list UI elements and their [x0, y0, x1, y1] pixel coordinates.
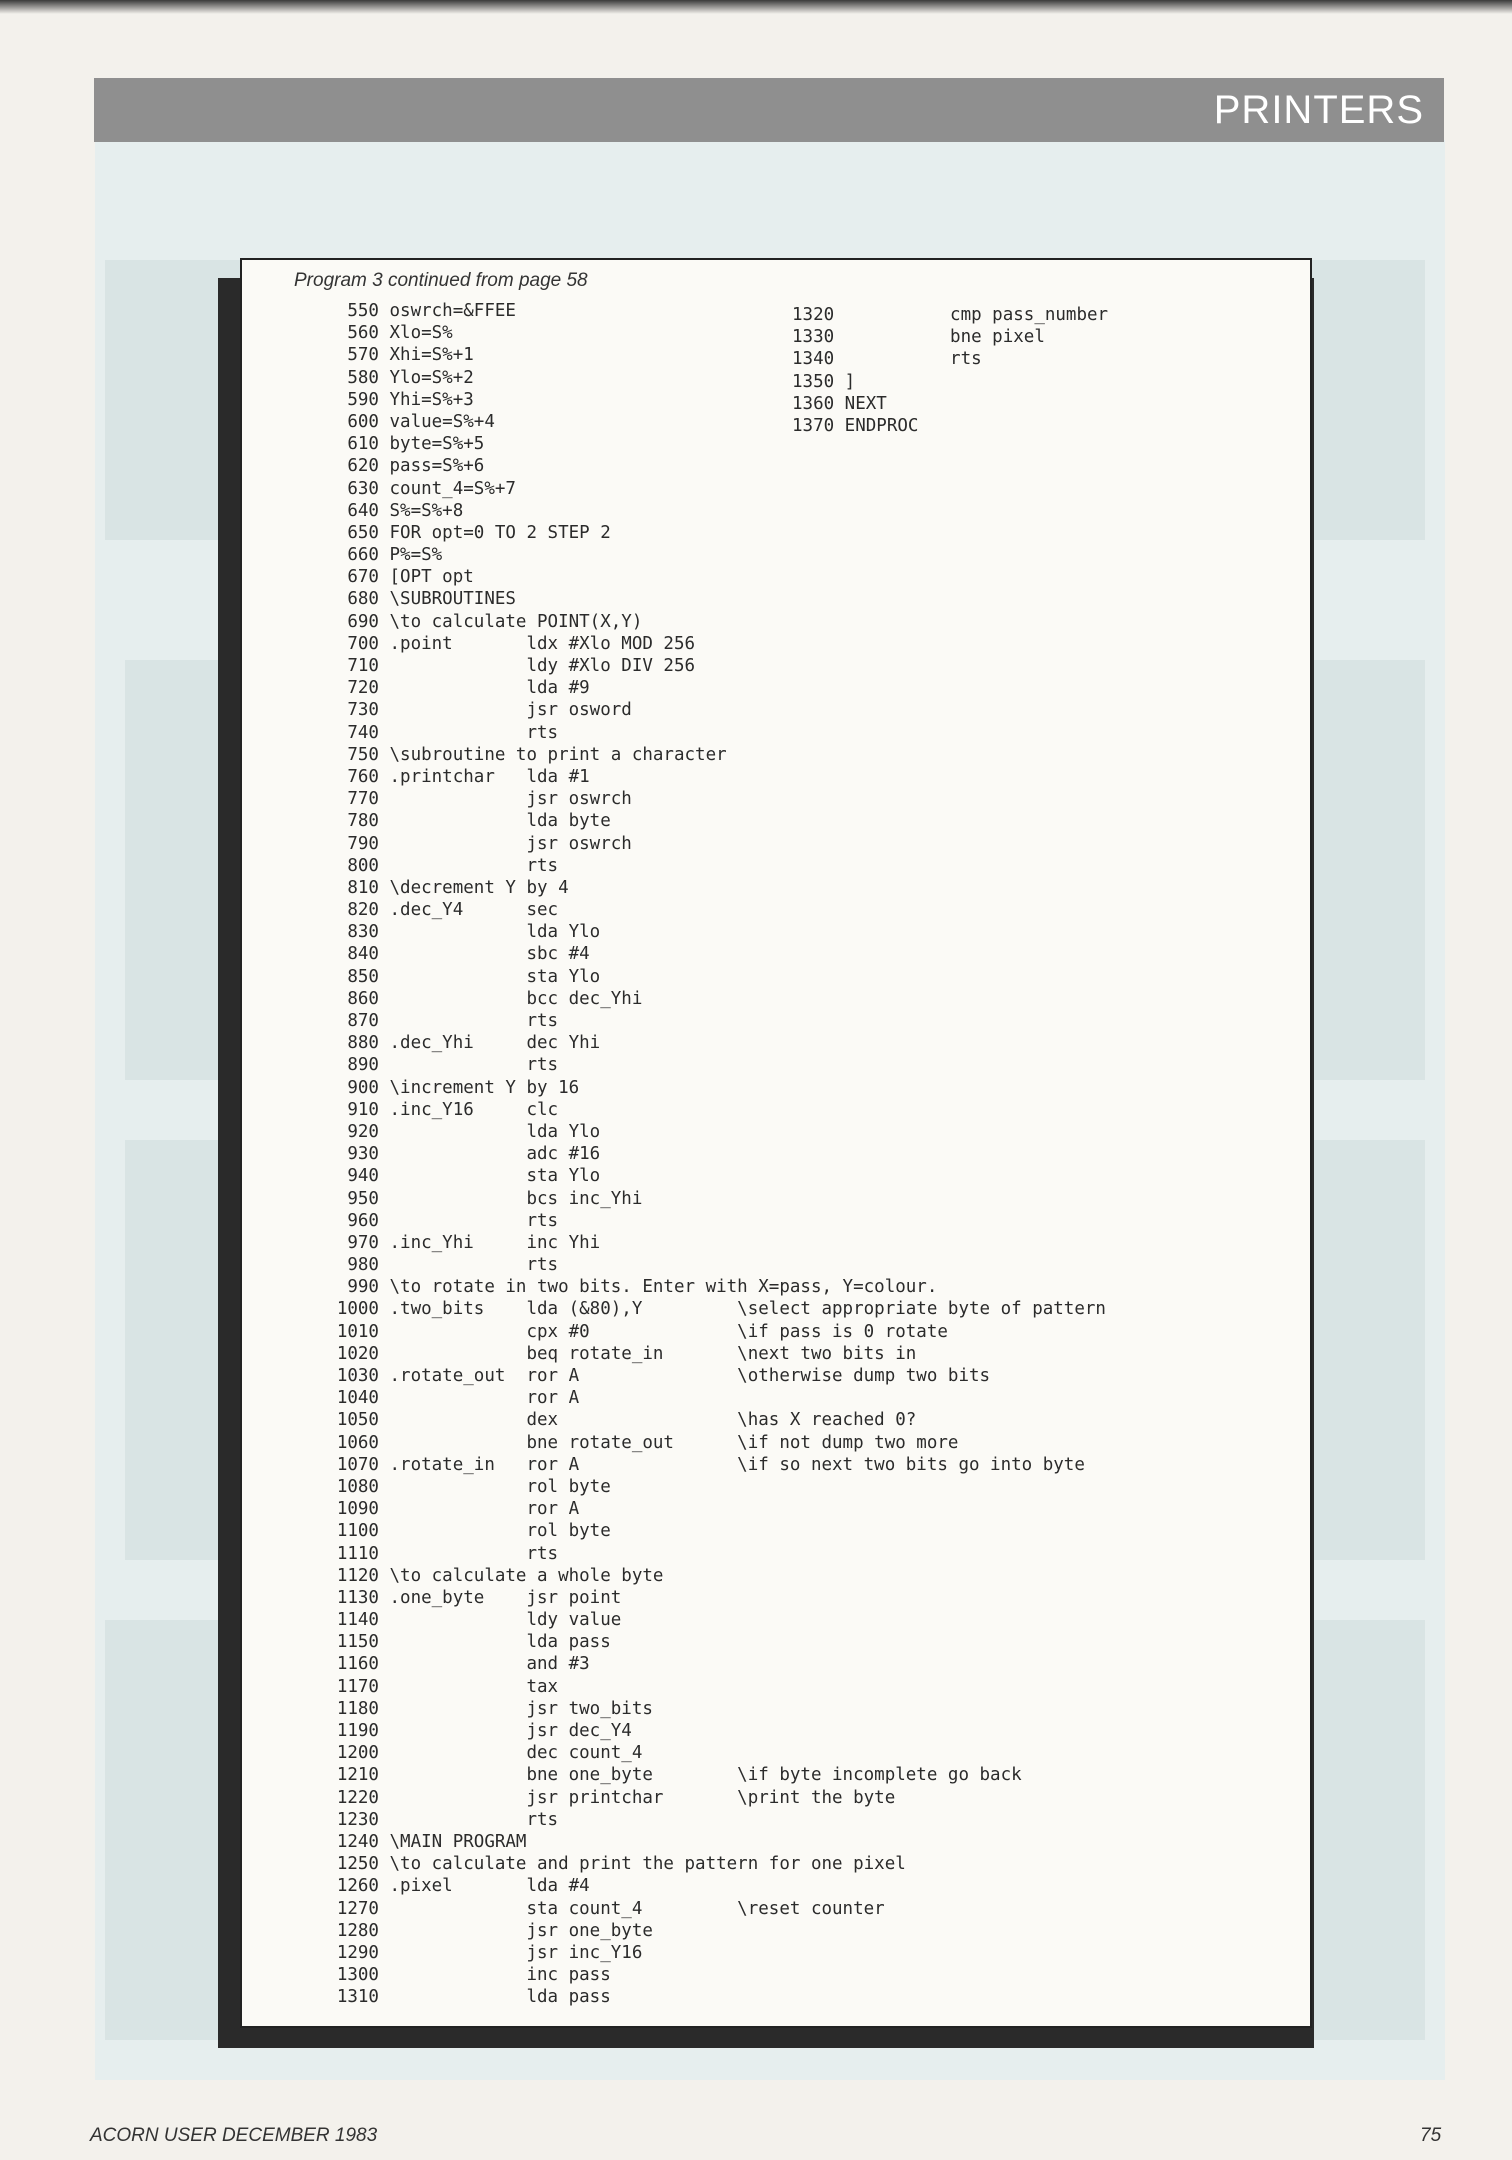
code-line: 1340 rts: [792, 349, 982, 370]
code-line: 1050 dex \has X reached 0?: [242, 1410, 917, 1431]
footer-publication: ACORN USER DECEMBER 1983: [90, 2125, 378, 2146]
code-line: 930 adc #16: [242, 1144, 601, 1165]
code-line: 1230 rts: [242, 1809, 559, 1830]
code-line: 1080 rol byte: [242, 1476, 611, 1497]
code-line: 970 .inc_Yhi inc Yhi: [242, 1232, 601, 1253]
code-line: 1020 beq rotate_in \next two bits in: [242, 1343, 917, 1364]
page-top-shadow: [0, 0, 1512, 14]
code-line: 740 rts: [242, 722, 559, 743]
code-line: 1040 ror A: [242, 1388, 580, 1409]
code-line: 860 bcc dec_Yhi: [242, 988, 643, 1009]
code-line: 700 .point ldx #Xlo MOD 256: [242, 633, 696, 654]
code-line: 690 \to calculate POINT(X,Y): [242, 611, 643, 632]
code-line: 750 \subroutine to print a character: [242, 744, 727, 765]
code-line: 1150 lda pass: [242, 1632, 611, 1653]
program-listing-box: [240, 258, 1312, 2028]
code-line: 900 \increment Y by 16: [242, 1077, 580, 1098]
code-line: 570 Xhi=S%+1: [242, 345, 474, 366]
code-line: 1270 sta count_4 \reset counter: [242, 1898, 885, 1919]
code-line: 1190 jsr dec_Y4: [242, 1721, 632, 1741]
code-line: 770 jsr oswrch: [242, 789, 632, 810]
code-line: 960 rts: [242, 1210, 559, 1231]
code-line: 810 \decrement Y by 4: [242, 877, 569, 898]
code-line: 1120 \to calculate a whole byte: [242, 1565, 664, 1586]
code-line: 550 oswrch=&FFEE: [242, 301, 516, 321]
code-line: 1210 bne one_byte \if byte incomplete go back: [242, 1765, 1022, 1786]
section-header-bar: [94, 78, 1444, 142]
code-line: 1240 \MAIN PROGRAM: [242, 1831, 527, 1852]
continuation-note: Program 3 continued from page 58: [294, 270, 588, 291]
code-line: 1110 rts: [242, 1543, 559, 1564]
code-line: 730 jsr osword: [242, 700, 632, 721]
code-line: 610 byte=S%+5: [242, 434, 485, 455]
code-line: 600 value=S%+4: [242, 411, 495, 432]
code-line: 790 jsr oswrch: [242, 833, 632, 854]
code-line: 590 Yhi=S%+3: [242, 389, 474, 410]
code-line: 980 rts: [242, 1255, 559, 1276]
code-line: 1260 .pixel lda #4: [242, 1876, 590, 1897]
code-line: 1330 bne pixel: [792, 327, 1045, 348]
code-line: 1000 .two_bits lda (&80),Y \select appropriate byte of pattern: [242, 1299, 1106, 1320]
code-line: 920 lda Ylo: [242, 1121, 601, 1142]
code-column-right: [792, 304, 1292, 437]
code-line: 1280 jsr one_byte: [242, 1920, 653, 1941]
code-line: 800 rts: [242, 855, 559, 876]
code-line: 650 FOR opt=0 TO 2 STEP 2: [242, 522, 611, 543]
code-line: 1160 and #3: [242, 1654, 590, 1675]
code-line: 1130 .one_byte jsr point: [242, 1587, 622, 1608]
code-line: 1350 ]: [792, 371, 856, 392]
code-line: 1320 cmp pass_number: [792, 305, 1109, 325]
code-line: 1140 ldy value: [242, 1610, 622, 1631]
code-line: 910 .inc_Y16 clc: [242, 1099, 559, 1120]
code-line: 1070 .rotate_in ror A \if so next two bits go into byte: [242, 1454, 1085, 1475]
page-number: 75: [1420, 2125, 1442, 2146]
code-line: 1310 lda pass: [242, 1987, 611, 2008]
section-title: PRINTERS: [1213, 88, 1424, 132]
code-line: 1090 ror A: [242, 1499, 580, 1520]
code-line: 580 Ylo=S%+2: [242, 367, 474, 388]
code-line: 1360 NEXT: [792, 393, 887, 414]
code-line: 620 pass=S%+6: [242, 456, 485, 477]
code-line: 1030 .rotate_out ror A \otherwise dump two bits: [242, 1366, 991, 1386]
code-column-left: [242, 300, 1242, 2008]
code-line: 1180 jsr two_bits: [242, 1698, 653, 1719]
code-line: 680 \SUBROUTINES: [242, 589, 516, 610]
code-line: 670 [OPT opt: [242, 567, 474, 588]
code-line: 630 count_4=S%+7: [242, 478, 516, 499]
code-line: 820 .dec_Y4 sec: [242, 900, 559, 921]
code-line: 870 rts: [242, 1011, 559, 1031]
code-line: 640 S%=S%+8: [242, 500, 464, 521]
code-line: 950 bcs inc_Yhi: [242, 1188, 643, 1209]
code-line: 1250 \to calculate and print the pattern for one pixel: [242, 1854, 906, 1875]
code-line: 1300 inc pass: [242, 1965, 611, 1986]
code-line: 1370 ENDPROC: [792, 415, 919, 436]
code-line: 840 sbc #4: [242, 944, 590, 965]
code-line: 880 .dec_Yhi dec Yhi: [242, 1033, 601, 1054]
code-line: 990 \to rotate in two bits. Enter with X=pass, Y=colour.: [242, 1277, 938, 1298]
code-line: 1010 cpx #0 \if pass is 0 rotate: [242, 1321, 948, 1342]
code-line: 850 sta Ylo: [242, 966, 601, 987]
code-line: 710 ldy #Xlo DIV 256: [242, 656, 696, 676]
code-line: 1290 jsr inc_Y16: [242, 1942, 643, 1963]
code-line: 1220 jsr printchar \print the byte: [242, 1787, 896, 1808]
code-line: 760 .printchar lda #1: [242, 766, 590, 787]
code-line: 830 lda Ylo: [242, 922, 601, 943]
code-line: 1200 dec count_4: [242, 1743, 643, 1764]
code-line: 1060 bne rotate_out \if not dump two more: [242, 1432, 959, 1453]
code-line: 890 rts: [242, 1055, 559, 1076]
code-line: 780 lda byte: [242, 811, 611, 832]
code-line: 720 lda #9: [242, 678, 590, 699]
code-line: 940 sta Ylo: [242, 1166, 601, 1187]
code-line: 1170 tax: [242, 1676, 559, 1697]
code-line: 1100 rol byte: [242, 1521, 611, 1542]
code-line: 560 Xlo=S%: [242, 323, 453, 344]
code-line: 660 P%=S%: [242, 545, 443, 566]
